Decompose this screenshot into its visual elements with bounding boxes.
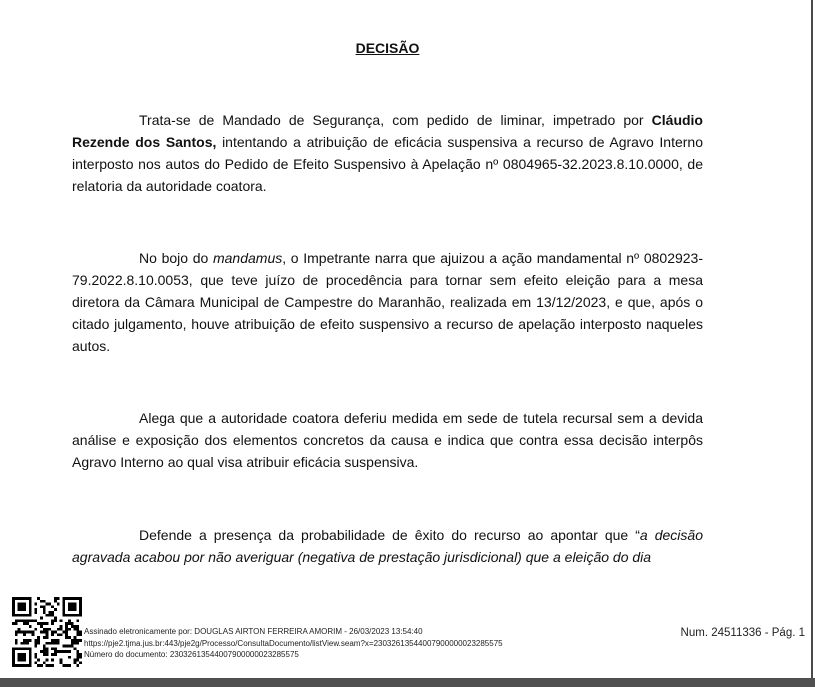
paragraph-text-run: Trata-se de Mandado de Segurança, com pedido de liminar, impetrado por bbox=[139, 112, 652, 128]
signature-footer bbox=[84, 626, 503, 661]
paragraph-4 bbox=[72, 524, 703, 568]
paragraph-text-run: mandamus bbox=[212, 250, 283, 266]
paragraph-text-run: , o Impetrante narra que ajuizou a ação mandamental nº 0802923-79.2022.8.10.0053, que teve juízo de procedência para tornar sem efeito eleição para a mesa diretora da Câmara Municipal de Campestre do Maranhão, realizada em 13/12/2023, e que, após o citado julgamento, houve atribuição de efeito suspensivo a recurso de apelação interposto naqueles autos. bbox=[72, 250, 703, 354]
paragraph-text-run: Defende a presença da probabilidade de êxito do recurso ao apontar que “ bbox=[139, 527, 640, 543]
document-title: DECISÃO bbox=[355, 40, 420, 56]
signature-line: Assinado eletronicamente por: DOUGLAS AIRTON FERREIRA AMORIM - 26/03/2023 13:54:40 bbox=[84, 627, 423, 636]
document-number: Número do documento: 23032613544007900000023285575 bbox=[84, 650, 299, 659]
viewer-bottom-edge bbox=[0, 678, 815, 687]
paragraph-text-run: No bojo do bbox=[139, 250, 213, 266]
paragraph-1 bbox=[72, 109, 703, 197]
paragraph-text-run: intentando a atribuição de eficácia suspensiva a recurso de Agravo Interno interposto nos autos do Pedido de Efeito Suspensivo à Apelação nº 0804965-32.2023.8.10.0000, de relatoria da autoridade coatora. bbox=[72, 134, 704, 194]
qr-code-icon bbox=[12, 597, 82, 667]
paragraph-text-run: Alega que a autoridade coatora deferiu medida em sede de tutela recursal sem a devida análise e exposição dos elementos concretos da causa e indica que contra essa decisão interpôs Agravo Interno ao qual visa atribuir eficácia suspensiva. bbox=[72, 410, 703, 470]
page-number: Num. 24511336 - Pág. 1 bbox=[680, 627, 805, 639]
paragraph-2 bbox=[72, 247, 703, 357]
paragraph-3 bbox=[72, 407, 703, 473]
paragraph-text-run: Cláudio Rezende dos Santos, bbox=[72, 112, 703, 150]
document-url[interactable]: https://pje2.tjma.jus.br:443/pje2g/Processo/ConsultaDocumento/listView.seam?x=23032613544007900000023285575 bbox=[84, 638, 503, 648]
paragraph-text-run: a decisão agravada acabou por não averiguar (negativa de prestação jurisdicional) que a eleição do dia bbox=[72, 527, 703, 565]
